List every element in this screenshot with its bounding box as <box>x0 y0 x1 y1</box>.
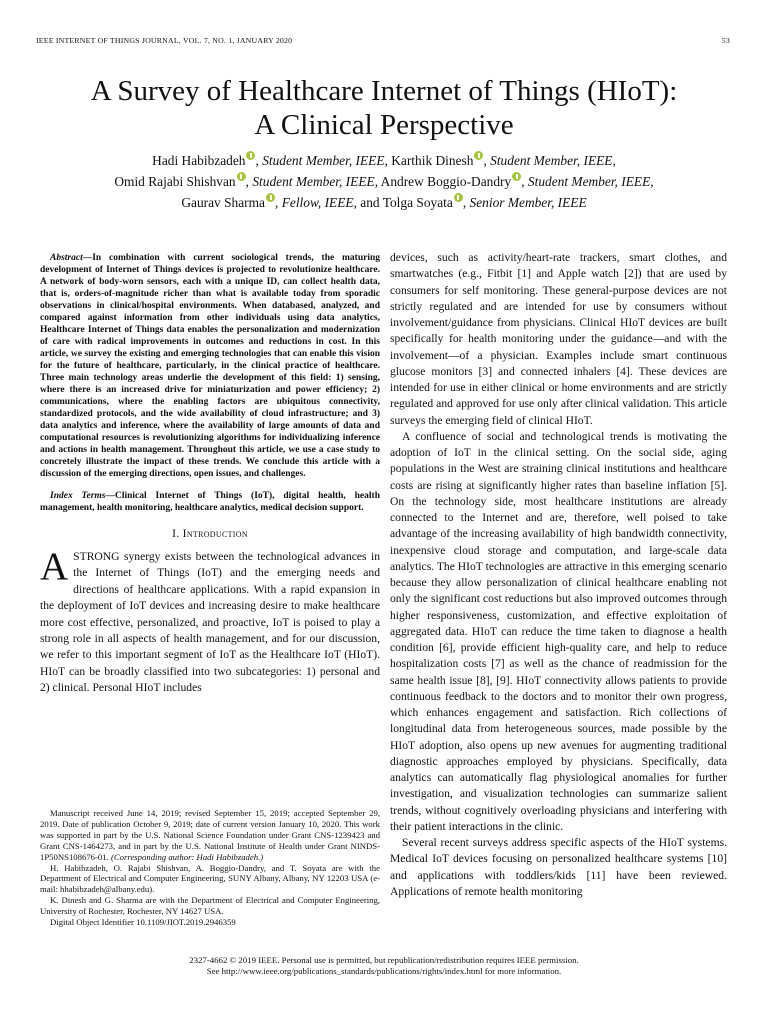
paper-title <box>30 74 738 142</box>
author-role: Student Member, IEEE <box>262 153 385 168</box>
author-role: Senior Member, IEEE <box>469 195 587 210</box>
footnote-affiliation-2: K. Dinesh and G. Sharma are with the Department of Electrical and Computer Engineering, University of Rochester, Rochester, NY 14627 USA. <box>40 895 380 917</box>
abstract-text: In combination with current sociological trends, the maturing development of Internet of Things devices is projected to revolutionize healthcare. A network of body-worn sensors, each with a unique ID, can collect health data, that is, orders-of-magnitude richer than what is available today from sporadic observations in clinical/hospital environments. When databased, analyzed, and compared against information from other individuals using data analytics, Healthcare Internet of Things data enables the personalization and modernization of care with radical improvements in outcomes and reductions in cost. In this article, we survey the existing and emerging technologies that can enable this vision for the future of healthcare, particularly, in the clinical practice of healthcare. Three main technology areas underlie the development of this field: 1) sensing, where there is an increased drive for miniaturization and power efficiency; 2) communications, where the enabling factors are ubiquitous connectivity, standardized protocols, and the wide availability of cloud infrastructure; and 3) data analytics and inference, where the availability of large amounts of data and computational resources is revolutionizing algorithms for individualizing inference and actions in health management. Throughout this article, we use a case study to concretely illustrate the impact of these trends. We conclude this article with a discussion of the emerging directions, open issues, and challenges. <box>40 253 380 479</box>
left-column <box>40 252 380 697</box>
copyright-line-1: 2327-4662 © 2019 IEEE. Personal use is permitted, but republication/redistribution requires IEEE permission. <box>189 955 579 965</box>
index-terms-label: Index Terms— <box>50 491 115 501</box>
footnote-corresponding: (Corresponding author: Hadi Habibzadeh.) <box>110 851 264 862</box>
author-role: Student Member, IEEE <box>527 174 651 189</box>
page-number: 53 <box>721 36 730 45</box>
footnote-manuscript-text: Manuscript received June 14, 2019; revised September 15, 2019; accepted September 29, 2019. Date of publication October 9, 2019; date of current version January 10, 2020. This work was supported in part by the U.S. National Science Foundation under Grant CNS-1239423 and Grant CNS-1464273, and in part by the U.S. National Institute of Health under Grant NINDS-1P50NS108676-01. <box>40 808 380 862</box>
intro-lead: STRONG <box>73 549 120 563</box>
author-role: Student Member, IEEE <box>490 153 613 168</box>
author-name: Hadi Habibzadeh <box>152 153 246 168</box>
footnote-affiliation-1: H. Habibzadeh, O. Rajabi Shishvan, A. Boggio-Dandry, and T. Soyata are with the Department of Electrical and Computer Engineering, SUNY Albany, Albany, NY 12203 USA (e-mail: hhabibzadeh@albany.edu). <box>40 862 380 895</box>
abstract-label: Abstract— <box>50 253 93 263</box>
orcid-icon[interactable] <box>512 172 521 181</box>
author-name: Tolga Soyata <box>382 195 453 210</box>
section-number: I. <box>172 527 183 540</box>
body-paragraph: Several recent surveys address specific aspects of the HIoT systems. Medical IoT devices focusing on personalized healthcare systems [10] and applications with toddlers/kids [11] have been reviewed. Applications of remote health monitoring <box>390 836 727 898</box>
orcid-icon[interactable] <box>266 193 275 202</box>
author-name: Omid Rajabi Shishvan <box>114 174 236 189</box>
footnote-manuscript <box>40 808 380 863</box>
author-name: Karthik Dinesh <box>391 153 474 168</box>
section-title: Introduction <box>182 527 248 540</box>
section-heading <box>40 526 380 543</box>
index-terms-text: Clinical Internet of Things (IoT), digital health, health management, health monitoring, healthcare analytics, medical decision support. <box>40 491 380 513</box>
orcid-icon[interactable] <box>474 151 483 160</box>
copyright-notice <box>40 955 728 977</box>
author-list: Hadi Habibzadeh , Student Member, IEEE, Karthik Dinesh , Student Member, IEEE, Omid Rajabi Shishvan , Student Member, IEEE, Andrew Boggio-Dandry , Student Member, IEEE, Gaurav Sharma , Fellow, IEEE, and Tolga Soyata , Senior Member, IEEE <box>114 153 654 210</box>
orcid-icon[interactable] <box>237 172 246 181</box>
footnote-doi: Digital Object Identifier 10.1109/JIOT.2019.2946359 <box>50 917 236 928</box>
orcid-icon[interactable] <box>454 193 463 202</box>
right-column <box>390 250 727 900</box>
body-paragraph: A confluence of social and technological trends is motivating the adoption of IoT in the clinical setting. On the social side, aging populations in the West are straining clinical institutions and healthcare costs are rising at significantly higher rates than baseline inflation [5]. On the technology side, most healthcare institutions are already connected to the Internet and are, therefore, well poised to take advantage of the increasing availability of high bandwidth connectivity, inexpensive cloud storage and computation, and large-scale data analytics. The HIoT technologies are attractive in this emerging scenario because they allow personalization of clinical healthcare enabling not only the significant cost reductions but also improved outcomes through higher responsiveness, customization, and effective exploitation of aggregated data. HIoT can reduce the time taken to diagnose a health condition [6], provide efficient high-quality care, and help to reduce hospitalization costs [7] as well as the chance of readmission for the same health issue [8], [9]. HIoT connectivity allows patients to provide continuous feedback to the doctors and to monitor their own progress, which enhances engagement and satisfaction. Rich collections of longitudinal data from heterogeneous sources, made possible by the HIoT adoption, also opens up new avenues for augmenting traditional diagnostic approaches employed by physicians. Specifically, data analytics can automatically flag physiological anomalies for further investigation, and visualization technologies can summarize salient trends, without cognitively overloading physicians and interfering with their patient interactions in the clinic. <box>390 429 727 833</box>
author-role: Student Member, IEEE <box>252 174 375 189</box>
title-line-2: A Clinical Perspective <box>254 109 514 141</box>
author-name: Gaurav Sharma <box>181 195 265 210</box>
footnotes <box>40 808 380 928</box>
copyright-line-2: See http://www.ieee.org/publications_standards/publications/rights/index.html for more information. <box>206 966 562 976</box>
index-terms <box>40 490 380 514</box>
title-line-1: A Survey of Healthcare Internet of Things (HIoT): <box>90 75 678 107</box>
drop-cap: A <box>40 544 69 588</box>
journal-name: IEEE INTERNET OF THINGS JOURNAL, VOL. 7, NO. 1, JANUARY 2020 <box>36 36 293 45</box>
body-paragraph: devices, such as activity/heart-rate trackers, smart clothes, and smartwatches (e.g., Fitbit [1] and Apple watch [2]) that are used by consumers for self monitoring. These general-purpose devices are not strictly regulated and are intended for use by consumers without involvement/guidance from physicians. Clinical HIoT devices are built specifically for health monitoring under the guidance—and with the involvement—of a physician. Examples include smart continuous glucose monitors [3] and connected inhalers [4]. These devices are intended for use in either clinical or home environments and are strictly regulated and approved for use only after clinical validation. This article surveys the emerging field of clinical HIoT. <box>390 251 727 427</box>
intro-paragraph <box>40 544 380 697</box>
author-role: Fellow, IEEE <box>281 195 354 210</box>
intro-text: synergy exists between the technological advances in the Internet of Things (IoT) and the emerging needs and directions of healthcare applications. With a rapid expansion in the deployment of IoT devices and increasing desire to make healthcare more cost effective, personalized, and proactive, IoT is poised to play a strong role in all aspects of health management, and for our discussion, we refer to this important segment of IoT as the Healthcare IoT (HIoT). HIoT can be broadly classified into two subcategories: 1) personal and 2) clinical. Personal HIoT includes <box>40 549 380 695</box>
running-head <box>36 36 730 45</box>
author-name: Andrew Boggio-Dandry <box>380 174 512 189</box>
orcid-icon[interactable] <box>246 151 255 160</box>
abstract <box>40 252 380 480</box>
